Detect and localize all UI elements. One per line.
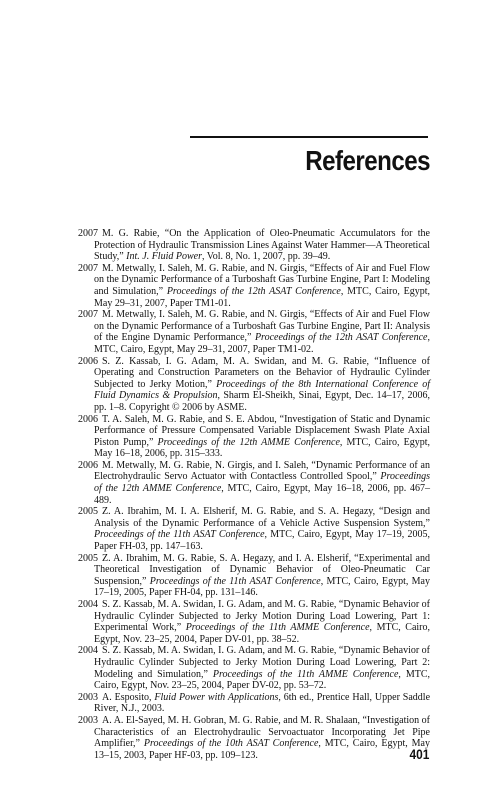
reference-authors-title: T. A. Saleh, M. G. Rabie, and S. E. Abdou, “Investigation of Static and Dynamic Performance of Pressure Compensated Variable Displacement Swash Plate Axial Piston Pump,” bbox=[94, 413, 430, 448]
reference-authors-title: Z. A. Ibrahim, M. I. A. Elsherif, M. G. Rabie, and S. A. Hegazy, “Design and Analysis of the Dynamic Performance of a Vehicle Active Suspension System,” bbox=[94, 506, 430, 529]
reference-venue: Proceedings of the 11th ASAT Conference bbox=[94, 529, 265, 541]
reference-authors-title: S. Z. Kassab, I. G. Adam, M. A. Swidan, and M. G. Rabie, “Influence of Operating and Construction Parameters on the Behavior of Hydraulic Cylinder Subjected to Jerky Motion,” bbox=[94, 355, 430, 390]
reference-venue: Proceedings of the 10th ASAT Conference bbox=[143, 738, 319, 750]
reference-venue: Proceedings of the 12th AMME Conference bbox=[94, 471, 430, 495]
reference-entry bbox=[78, 692, 430, 715]
reference-authors-title: M. Metwally, I. Saleh, M. G. Rabie, and N. Girgis, “Effects of Air and Fuel Flow on the Dynamic Performance of a Turboshaft Gas Turbine Engine, Part I: Modeling and Simulation,” bbox=[94, 262, 430, 297]
reference-details: , MTC, Cairo, Egypt, May 16–18, 2006, pp. 315–333. bbox=[94, 436, 430, 460]
reference-entry bbox=[78, 506, 430, 552]
reference-venue: Fluid Power with Applications bbox=[154, 691, 279, 703]
reference-venue: Proceedings of the 8th International Conference of Fluid Dynamics & Propulsion bbox=[94, 378, 430, 402]
reference-entry bbox=[78, 553, 430, 599]
reference-year: 2006 bbox=[78, 459, 98, 471]
reference-details: , MTC, Cairo, Egypt, May 29–31, 2007, Paper TM1-01. bbox=[94, 285, 430, 309]
reference-entry bbox=[78, 599, 430, 645]
reference-entry bbox=[78, 309, 430, 355]
reference-entry bbox=[78, 645, 430, 691]
reference-authors-title: S. Z. Kassab, M. A. Swidan, I. G. Adam, and M. G. Rabie, “Dynamic Behavior of Hydraulic Cylinder Subjected to Jerky Motion During Load Lowering, Part 1: Experimental Work,” bbox=[94, 599, 431, 634]
reference-authors-title: M. G. Rabie, “On the Application of Oleo-Pneumatic Accumulators for the Protection of Hydraulic Transmission Lines Against Water Hammer—A Theoretical Study,” bbox=[94, 228, 430, 263]
reference-venue: Proceedings of the 12th ASAT Conference bbox=[166, 285, 341, 297]
reference-authors-title: Z. A. Ibrahim, M. G. Rabie, S. A. Hegazy, and I. A. Elsherif, “Experimental and Theoretical Investigation of Dynamic Behavior of Oleo-Pneumatic Car Suspension,” bbox=[94, 552, 430, 587]
reference-details: , MTC, Cairo, Egypt, May 17–19, 2005, Paper FH-04, pp. 131–146. bbox=[94, 575, 430, 599]
reference-details: , Sharm El-Sheikh, Sinai, Egypt, Dec. 14–17, 2006, pp. 1–8. Copyright © 2006 by ASME. bbox=[94, 390, 430, 413]
reference-details: , Vol. 8, No. 1, 2007, pp. 39–49. bbox=[201, 251, 331, 263]
reference-entry bbox=[78, 715, 430, 761]
reference-entry bbox=[78, 263, 430, 309]
reference-details: , 6th ed., Prentice Hall, Upper Saddle River, N.J., 2003. bbox=[94, 691, 431, 715]
title-rule bbox=[190, 136, 428, 138]
reference-authors-title: S. Z. Kassab, M. A. Swidan, I. G. Adam, and M. G. Rabie, “Dynamic Behavior of Hydraulic Cylinder Subjected to Jerky Motion During Load Lowering, Part 2: Modeling and Simulation,” bbox=[94, 645, 431, 680]
reference-entry bbox=[78, 414, 430, 460]
reference-venue: Proceedings of the 11th ASAT Conference bbox=[149, 575, 321, 587]
reference-details: , MTC, Cairo, Egypt, Nov. 23–25, 2004, Paper DV-02, pp. 53–72. bbox=[94, 668, 430, 692]
reference-venue: Proceedings of the 12th ASAT Conference bbox=[254, 332, 428, 344]
reference-year: 2006 bbox=[78, 413, 98, 425]
reference-year: 2006 bbox=[78, 355, 98, 367]
reference-entry bbox=[78, 356, 430, 414]
page-number: 401 bbox=[409, 746, 429, 762]
reference-entry bbox=[78, 460, 430, 506]
reference-authors-title: M. Metwally, M. G. Rabie, N. Girgis, and I. Saleh, “Dynamic Performance of an Electrohydraulic Servo Actuator with Contactless Controlled Spool,” bbox=[94, 459, 430, 483]
reference-year: 2004 bbox=[78, 645, 98, 657]
reference-venue: Proceedings of the 11th AMME Conference bbox=[212, 668, 399, 680]
reference-details: , MTC, Cairo, Egypt, May 16–18, 2006, pp. 467–489. bbox=[94, 483, 430, 506]
reference-authors-title: A. A. El-Sayed, M. H. Gobran, M. G. Rabie, and M. R. Shalaan, “Investigation of Characteristics of an Electrohydraulic Servoactuator Incorporating Jet Pipe Amplifier,” bbox=[94, 714, 430, 750]
reference-year: 2003 bbox=[78, 714, 98, 726]
reference-authors-title: M. Metwally, I. Saleh, M. G. Rabie, and N. Girgis, “Effects of Air and Fuel Flow on the Dynamic Performance of a Turboshaft Gas Turbine Engine, Part II: Analysis of the Engine Dynamic Performance,” bbox=[94, 309, 430, 344]
reference-year: 2007 bbox=[78, 309, 98, 321]
reference-details: , MTC, Cairo, Egypt, May 29–31, 2007, Paper TM1-02. bbox=[94, 332, 431, 355]
reference-details: , MTC, Cairo, Egypt, Nov. 23–25, 2004, Paper DV-01, pp. 38–52. bbox=[94, 622, 430, 645]
page-title: References bbox=[305, 145, 430, 176]
reference-venue: Proceedings of the 12th AMME Conference bbox=[157, 436, 340, 448]
reference-authors-title: A. Esposito, bbox=[102, 691, 155, 703]
reference-entry bbox=[78, 228, 430, 263]
reference-venue: Int. J. Fluid Power bbox=[126, 251, 202, 263]
reference-venue: Proceedings of the 11th AMME Conference bbox=[185, 622, 370, 634]
reference-list bbox=[78, 228, 430, 761]
reference-details: , MTC, Cairo, Egypt, May 17–19, 2005, Paper FH-03, pp. 147–163. bbox=[94, 529, 430, 553]
reference-year: 2003 bbox=[78, 691, 98, 703]
reference-year: 2004 bbox=[78, 599, 98, 610]
reference-year: 2005 bbox=[78, 506, 98, 518]
reference-year: 2007 bbox=[78, 228, 98, 239]
reference-year: 2007 bbox=[78, 262, 98, 274]
reference-details: , MTC, Cairo, Egypt, May 13–15, 2003, Paper HF-03, pp. 109–123. bbox=[94, 738, 430, 761]
reference-year: 2005 bbox=[78, 552, 98, 564]
